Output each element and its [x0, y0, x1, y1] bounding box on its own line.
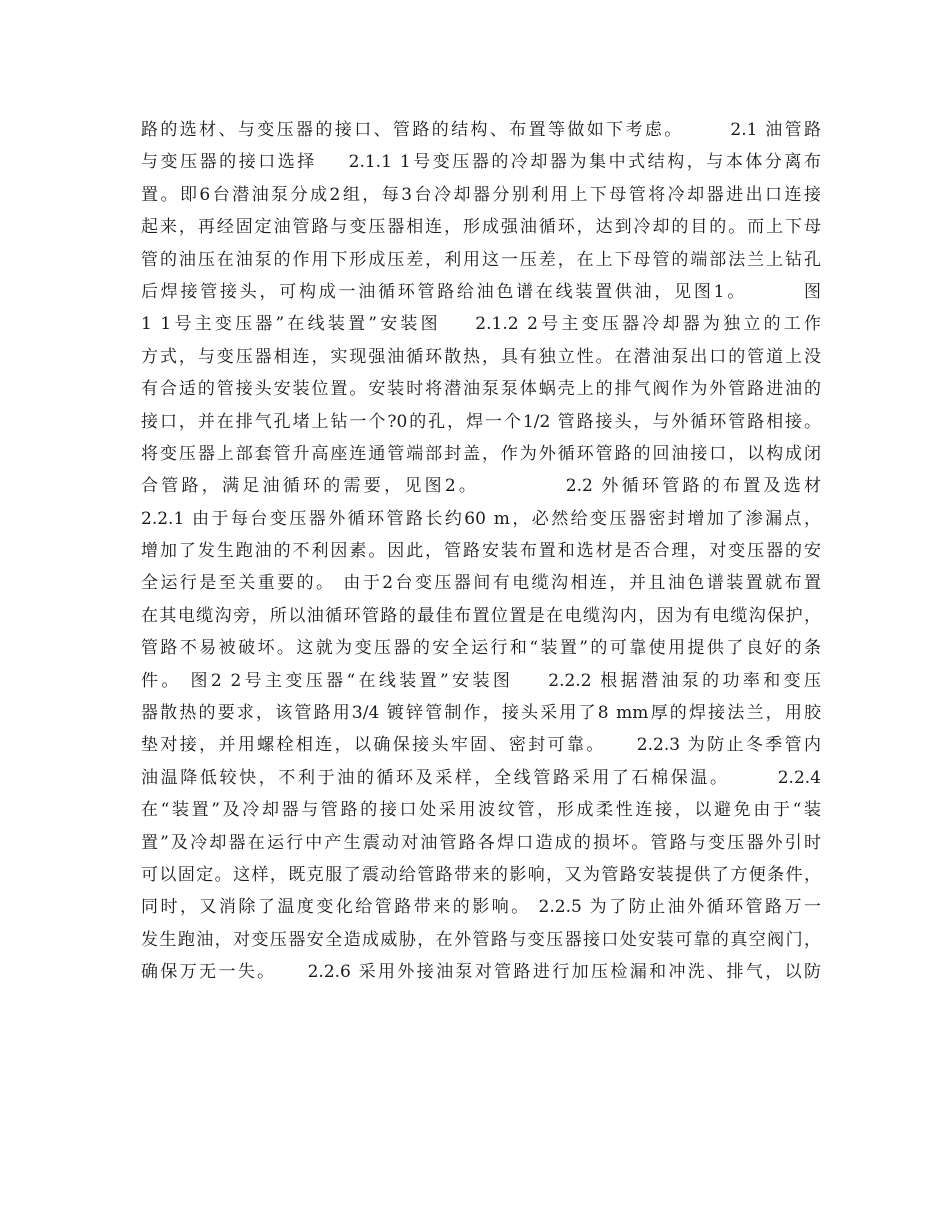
body-text [141, 114, 821, 989]
text-line-7: 1 1号主变压器”在线装置”安装图 2.1.2 2号主变压器冷却器为独立的工作 [141, 314, 821, 335]
text-line-22: 在“装置”及冷却器与管路的接口处采用波纹管，形成柔性连接，以避免由于“装 [141, 800, 821, 821]
text-line-26: 发生跑油，对变压器安全造成威胁，在外管路与变压器接口处安装可靠的真空阀门， [141, 929, 821, 950]
text-line-10: 接口，并在排气孔堵上钻一个?0的孔，焊一个1/2 管路接头，与外循环管路相接。 [141, 411, 821, 432]
text-line-9: 有合适的管接头安装位置。安装时将潜油泵泵体蜗壳上的排气阀作为外管路进油的 [141, 379, 821, 400]
text-line-6: 后焊接管接头，可构成一油循环管路给油色谱在线装置供油，见图1。 图 [141, 281, 821, 302]
text-line-2: 与变压器的接口选择 2.1.1 1号变压器的冷却器为集中式结构，与本体分离布 [141, 152, 821, 173]
text-line-4: 起来，再经固定油管路与变压器相连，形成强油循环，达到冷却的目的。而上下母 [141, 217, 821, 238]
text-line-16: 在其电缆沟旁，所以油循环管路的最佳布置位置是在电缆沟内，因为有电缆沟保护， [141, 605, 821, 626]
text-line-12: 合管路，满足油循环的需要，见图2。 2.2 外循环管路的布置及选材 [141, 476, 821, 497]
text-line-15: 全运行是至关重要的。 由于2台变压器间有电缆沟相连，并且油色谱装置就布置 [141, 573, 821, 594]
text-line-24: 可以固定。这样，既克服了震动给管路带来的影响，又为管路安装提供了方便条件， [141, 864, 821, 885]
text-line-5: 管的油压在油泵的作用下形成压差，利用这一压差，在上下母管的端部法兰上钻孔 [141, 249, 821, 270]
text-line-3: 置。即6台潜油泵分成2组，每3台冷却器分别利用上下母管将冷却器进出口连接 [141, 184, 821, 205]
text-line-21: 油温降低较快，不利于油的循环及采样，全线管路采用了石棉保温。 2.2.4 [141, 767, 821, 788]
text-line-17: 管路不易被破坏。这就为变压器的安全运行和“装置”的可靠使用提供了良好的条 [141, 638, 821, 659]
text-line-18: 件。 图2 2号主变压器“在线装置”安装图 2.2.2 根据潜油泵的功率和变压 [141, 670, 821, 691]
text-line-11: 将变压器上部套管升高座连通管端部封盖，作为外循环管路的回油接口，以构成闭 [141, 443, 821, 464]
text-line-27: 确保万无一失。 2.2.6 采用外接油泵对管路进行加压检漏和冲洗、排气，以防 [141, 962, 821, 983]
text-line-25: 同时，又消除了温度变化给管路带来的影响。 2.2.5 为了防止油外循环管路万一 [141, 897, 821, 918]
text-line-1: 路的选材、与变压器的接口、管路的结构、布置等做如下考虑。 2.1 油管路 [141, 120, 821, 140]
text-line-14: 增加了发生跑油的不利因素。因此，管路安装布置和选材是否合理，对变压器的安 [141, 541, 821, 562]
text-line-20: 垫对接，并用螺栓相连，以确保接头牢固、密封可靠。 2.2.3 为防止冬季管内 [141, 735, 821, 756]
text-line-23: 置”及冷却器在运行中产生震动对油管路各焊口造成的损坏。管路与变压器外引时 [141, 832, 821, 853]
text-line-19: 器散热的要求，该管路用3/4 镀锌管制作，接头采用了8 mm厚的焊接法兰，用胶 [141, 703, 821, 724]
text-line-8: 方式，与变压器相连，实现强油循环散热，具有独立性。在潜油泵出口的管道上没 [141, 346, 821, 367]
text-line-13: 2.2.1 由于每台变压器外循环管路长约60 m，必然给变压器密封增加了渗漏点， [141, 508, 821, 529]
